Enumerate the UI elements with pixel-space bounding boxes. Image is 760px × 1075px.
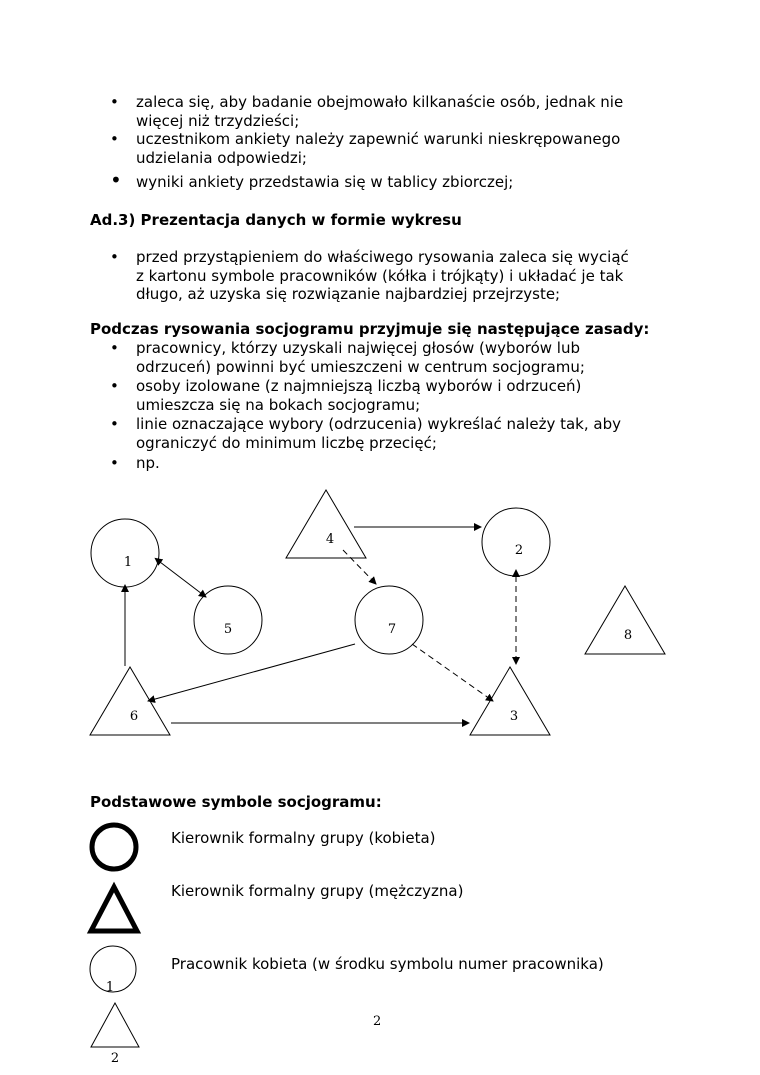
symbols-heading: Podstawowe symbole socjogramu: [90,793,382,811]
legend-label: Pracownik kobieta (w środku symbolu numer pracownika) [171,955,604,973]
edge-7-6 [148,644,355,701]
legend-employee-female-number: 1 [105,980,115,995]
legend-employee-male-number: 2 [110,1051,120,1066]
list-item: linie oznaczające wybory (odrzucenia) wykreślać należy tak, aby ograniczyć do minimum liczbę przecięć; [136,415,621,452]
edge-1-5 [160,562,206,597]
node-2-circle [482,508,550,576]
node-2-label: 2 [514,543,524,558]
node-6-triangle [90,667,170,735]
node-3-label: 3 [509,709,519,724]
list-item: przed przystąpieniem do właściwego rysowania zaleca się wyciąć z kartonu symbole pracowników (kółka i trójkąty) i układać je tak długo, aż uzyska się rozwiązanie najbardziej przejrzyste; [136,248,629,303]
list-item: zaleca się, aby badanie obejmowało kilkanaście osób, jednak nie więcej niż trzydzieści; [136,93,624,130]
list-item: pracownicy, którzy uzyskali najwięcej głosów (wyborów lub odrzuceń) powinni być umieszczeni w centrum socjogramu; [136,339,585,376]
node-5-label: 5 [223,622,233,637]
rules-heading: Podczas rysowania socjogramu przyjmuje się następujące zasady: [90,320,650,338]
legend-leader-female-icon [92,825,136,869]
legend-label: Kierownik formalny grupy (kobieta) [171,829,436,847]
bullet-dot: • [110,168,122,192]
node-4-label: 4 [325,532,335,547]
bullet-dot: • [110,339,119,357]
bullet-dot: • [110,415,119,433]
node-7-circle [355,586,423,654]
list-item: uczestnikom ankiety należy zapewnić warunki nieskrępowanego udzielania odpowiedzi; [136,130,621,167]
node-1-circle [91,519,159,587]
list-item: osoby izolowane (z najmniejszą liczbą wyborów i odrzuceń) umieszcza się na bokach socjogramu; [136,377,582,414]
node-6-label: 6 [129,709,139,724]
node-7-label: 7 [387,622,397,637]
legend-employee-male-icon [91,1003,139,1047]
node-8-triangle [585,586,665,654]
bullet-dot: • [110,248,119,266]
node-8-label: 8 [623,628,633,643]
edge-7-3 [412,644,493,701]
node-4-triangle [286,490,366,558]
bullet-dot: • [110,93,119,111]
bullet-dot: • [110,377,119,395]
list-item: np. [136,454,160,472]
section-heading: Ad.3) Prezentacja danych w formie wykresu [90,211,462,229]
edge-4-7 [343,550,376,584]
legend-leader-male-icon [91,887,137,931]
page-number: 2 [373,1014,382,1029]
node-1-label: 1 [123,555,133,570]
bullet-dot: • [110,130,119,148]
node-3-triangle [470,667,550,735]
legend-label: Kierownik formalny grupy (mężczyzna) [171,882,464,900]
bullet-dot: • [110,454,119,472]
list-item: wyniki ankiety przedstawia się w tablicy zbiorczej; [136,173,514,191]
